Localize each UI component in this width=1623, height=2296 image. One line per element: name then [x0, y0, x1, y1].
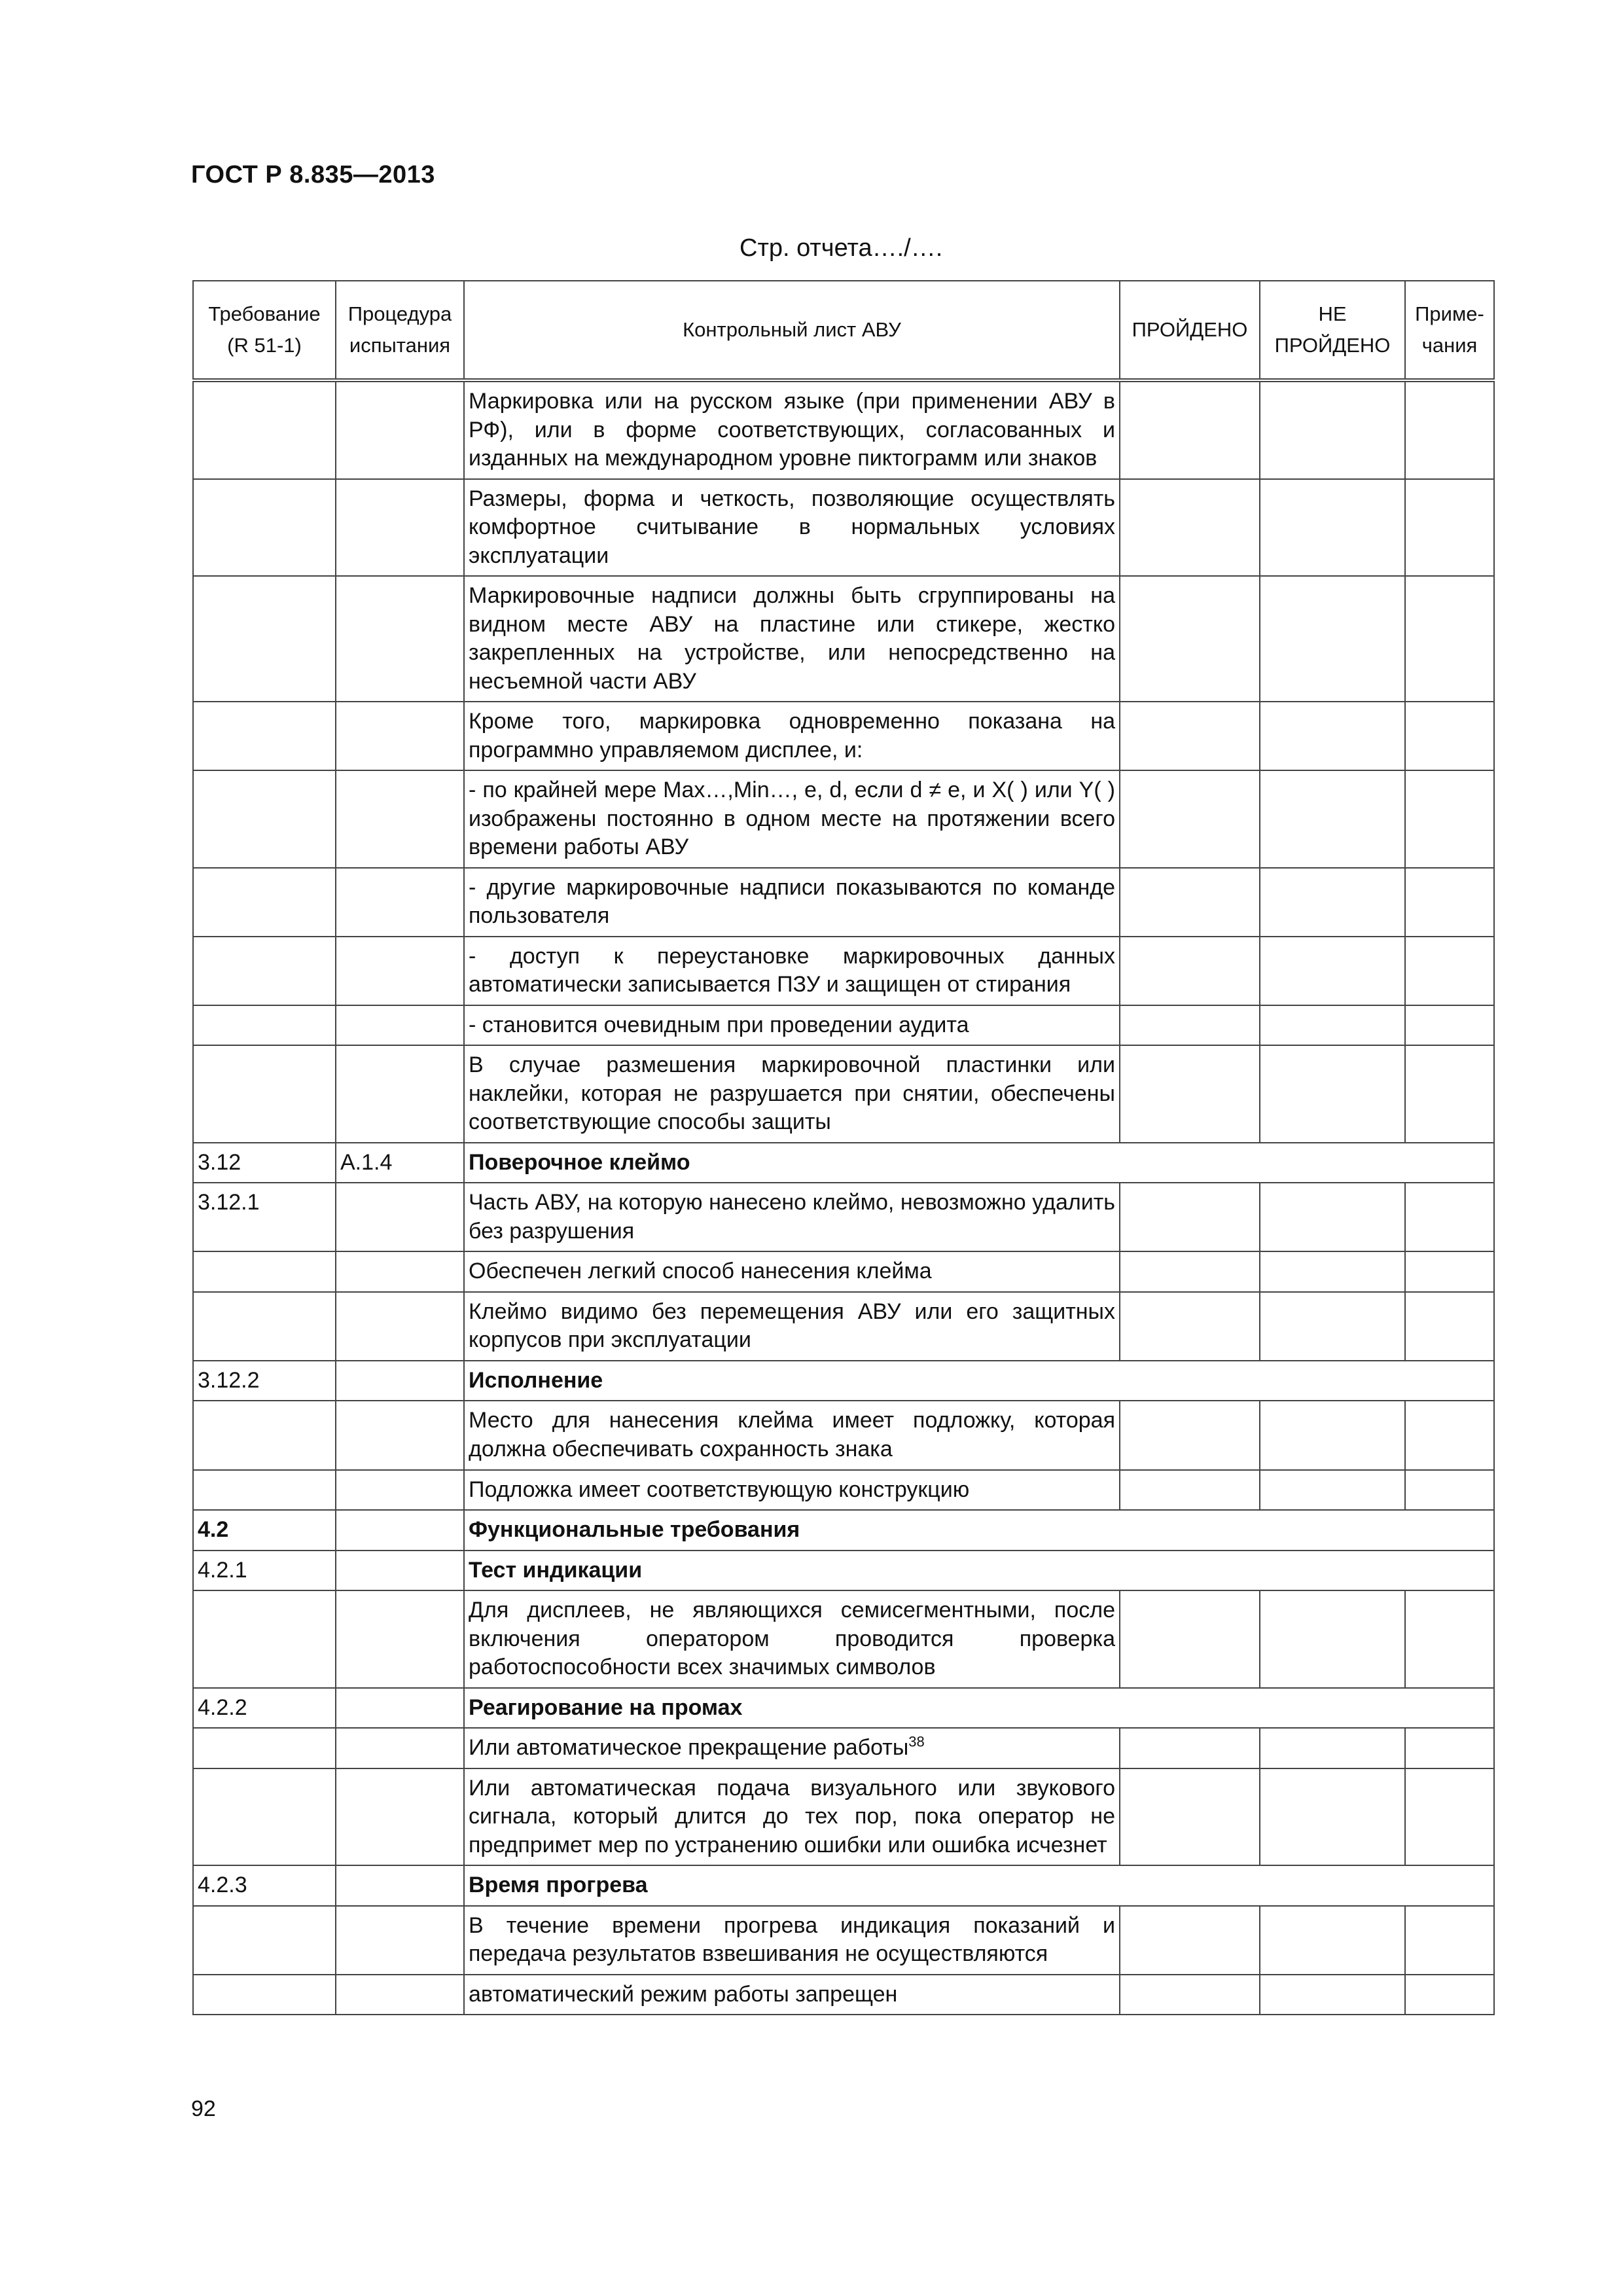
procedure-cell: [336, 479, 464, 577]
requirement-cell: 3.12: [193, 1143, 336, 1183]
passed-cell[interactable]: [1120, 770, 1260, 868]
table-row: [193, 868, 1494, 937]
page-number: 92: [191, 2096, 216, 2121]
checklist-item-text: [464, 1728, 1120, 1768]
checklist-table: [192, 280, 1495, 2015]
checklist-item-text: [464, 1906, 1120, 1975]
checklist-item-label: Или автоматическое прекращение работы: [469, 1735, 909, 1761]
requirement-cell: 3.12.1: [193, 1183, 336, 1251]
failed-cell[interactable]: [1260, 1470, 1405, 1511]
checklist-item-text: [464, 1470, 1120, 1511]
table-row: [193, 1865, 1494, 1906]
requirement-cell: [193, 937, 336, 1005]
header-checklist: Контрольный лист АВУ: [464, 281, 1120, 380]
requirement-cell: [193, 1045, 336, 1143]
failed-cell[interactable]: [1260, 868, 1405, 937]
passed-cell[interactable]: [1120, 1768, 1260, 1866]
passed-cell[interactable]: [1120, 1470, 1260, 1511]
footnote-marker: 38: [908, 1733, 925, 1750]
passed-cell[interactable]: [1120, 1906, 1260, 1975]
checklist-item-text: [464, 576, 1120, 702]
checklist-item-label: - по крайней мере Max…,Min…, e, d, если d ≠ e, и X( ) или Y( ) изображены постоянно в одном месте на протяжении всего времени работы АВУ: [469, 778, 1115, 860]
notes-cell[interactable]: [1405, 702, 1494, 770]
requirement-cell: [193, 479, 336, 577]
table-row: [193, 1470, 1494, 1511]
checklist-item-label: В течение времени прогрева индикация показаний и передача результатов взвешивания не осуществляются: [469, 1912, 1115, 1967]
checklist-item-label: Место для нанесения клейма имеет подложку, которая должна обеспечивать сохранность знака: [469, 1408, 1115, 1462]
table-row: [193, 1688, 1494, 1729]
table-row: [193, 479, 1494, 577]
failed-cell[interactable]: [1260, 702, 1405, 770]
requirement-cell: 4.2.3: [193, 1865, 336, 1906]
requirement-cell: [193, 1470, 336, 1511]
passed-cell[interactable]: [1120, 380, 1260, 479]
failed-cell[interactable]: [1260, 380, 1405, 479]
procedure-cell: [336, 1551, 464, 1591]
section-heading: Реагирование на промах: [464, 1688, 1494, 1729]
failed-cell[interactable]: [1260, 1590, 1405, 1688]
checklist-item-label: Для дисплеев, не являющихся семисегментными, после включения оператором проводится проверка работоспособности всех значимых символов: [469, 1598, 1115, 1680]
table-row: [193, 1906, 1494, 1975]
document-code: ГОСТ Р 8.835—2013: [191, 161, 435, 188]
procedure-cell: [336, 1728, 464, 1768]
passed-cell[interactable]: [1120, 1005, 1260, 1046]
passed-cell[interactable]: [1120, 868, 1260, 937]
procedure-cell: [336, 1975, 464, 2015]
checklist-item-label: - доступ к переустановке маркировочных данных автоматически записывается ПЗУ и защищен от стирания: [469, 943, 1115, 997]
procedure-cell: [336, 1768, 464, 1866]
failed-cell[interactable]: [1260, 1768, 1405, 1866]
procedure-cell: [336, 1251, 464, 1292]
passed-cell[interactable]: [1120, 1251, 1260, 1292]
passed-cell[interactable]: [1120, 1183, 1260, 1251]
table-row: [193, 1361, 1494, 1401]
failed-cell[interactable]: [1260, 1728, 1405, 1768]
notes-cell[interactable]: [1405, 576, 1494, 702]
procedure-cell: [336, 1005, 464, 1046]
checklist-item-text: [464, 1975, 1120, 2015]
table-row: [193, 1401, 1494, 1469]
table-row: [193, 1045, 1494, 1143]
table-row: [193, 702, 1494, 770]
checklist-item-text: [464, 1045, 1120, 1143]
checklist-item-label: Размеры, форма и четкость, позволяющие осуществлять комфортное считывание в нормальных условиях эксплуатации: [469, 486, 1115, 568]
section-heading: Поверочное клеймо: [464, 1143, 1494, 1183]
procedure-cell: [336, 1361, 464, 1401]
checklist-item-text: [464, 479, 1120, 577]
procedure-cell: [336, 1292, 464, 1361]
notes-cell[interactable]: [1405, 1251, 1494, 1292]
procedure-cell: [336, 1045, 464, 1143]
passed-cell[interactable]: [1120, 479, 1260, 577]
requirement-cell: [193, 576, 336, 702]
checklist-item-text: [464, 1292, 1120, 1361]
checklist-item-label: Обеспечен легкий способ нанесения клейма: [469, 1259, 932, 1284]
section-heading: Функциональные требования: [464, 1510, 1494, 1551]
notes-cell[interactable]: [1405, 1590, 1494, 1688]
requirement-cell: [193, 380, 336, 479]
section-heading: Время прогрева: [464, 1865, 1494, 1906]
section-heading: Тест индикации: [464, 1551, 1494, 1591]
procedure-cell: [336, 1590, 464, 1688]
requirement-cell: [193, 1251, 336, 1292]
passed-cell[interactable]: [1120, 937, 1260, 1005]
requirement-cell: [193, 1401, 336, 1469]
notes-cell[interactable]: [1405, 1045, 1494, 1143]
procedure-cell: [336, 1183, 464, 1251]
table-row: [193, 937, 1494, 1005]
notes-cell[interactable]: [1405, 1768, 1494, 1866]
notes-cell[interactable]: [1405, 770, 1494, 868]
table-row: [193, 1551, 1494, 1591]
table-row: [193, 770, 1494, 868]
checklist-item-text: [464, 702, 1120, 770]
passed-cell[interactable]: [1120, 1292, 1260, 1361]
procedure-cell: [336, 576, 464, 702]
notes-cell[interactable]: [1405, 1728, 1494, 1768]
checklist-item-label: Кроме того, маркировка одновременно показана на программно управляемом дисплее, и:: [469, 709, 1115, 762]
checklist-item-label: Часть АВУ, на которую нанесено клеймо, невозможно удалить без разрушения: [469, 1190, 1115, 1244]
requirement-cell: [193, 1005, 336, 1046]
procedure-cell: [336, 1906, 464, 1975]
table-row: [193, 1728, 1494, 1768]
procedure-cell: A.1.4: [336, 1143, 464, 1183]
passed-cell[interactable]: [1120, 1045, 1260, 1143]
table-header-row: [193, 281, 1494, 380]
procedure-cell: [336, 1470, 464, 1511]
header-passed: ПРОЙДЕНО: [1120, 281, 1260, 380]
checklist-item-label: автоматический режим работы запрещен: [469, 1981, 898, 2007]
table-row: [193, 576, 1494, 702]
failed-cell[interactable]: [1260, 937, 1405, 1005]
failed-cell[interactable]: [1260, 1401, 1405, 1469]
failed-cell[interactable]: [1260, 479, 1405, 577]
notes-cell[interactable]: [1405, 1906, 1494, 1975]
section-heading: Исполнение: [464, 1361, 1494, 1401]
checklist-item-text: [464, 1768, 1120, 1866]
passed-cell[interactable]: [1120, 702, 1260, 770]
requirement-cell: 4.2: [193, 1510, 336, 1551]
checklist-item-text: [464, 1251, 1120, 1292]
notes-cell[interactable]: [1405, 1975, 1494, 2015]
requirement-cell: [193, 868, 336, 937]
table-row: [193, 1590, 1494, 1688]
checklist-item-label: - становится очевидным при проведении аудита: [469, 1012, 969, 1037]
checklist-item-text: [464, 380, 1120, 479]
requirement-cell: 3.12.2: [193, 1361, 336, 1401]
checklist-item-label: Маркировочные надписи должны быть сгруппированы на видном месте АВУ на пластине или стикере, жестко закрепленных на устройстве, или непосредственно на несъемной части АВУ: [469, 583, 1115, 694]
table-row: [193, 1510, 1494, 1551]
table-row: [193, 1183, 1494, 1251]
checklist-item-text: [464, 937, 1120, 1005]
failed-cell[interactable]: [1260, 576, 1405, 702]
checklist-item-label: Маркировка или на русском языке (при применении АВУ в РФ), или в форме соответствующих, согласованных и изданных на международном уровне пиктограмм или знаков: [469, 389, 1115, 471]
notes-cell[interactable]: [1405, 868, 1494, 937]
header-procedure: Процедура испытания: [336, 281, 464, 380]
checklist-item-label: - другие маркировочные надписи показываются по команде пользователя: [469, 874, 1115, 929]
checklist-item-text: [464, 868, 1120, 937]
passed-cell[interactable]: [1120, 1590, 1260, 1688]
passed-cell[interactable]: [1120, 1728, 1260, 1768]
failed-cell[interactable]: [1260, 1251, 1405, 1292]
checklist-item-label: В случае размешения маркировочной пластинки или наклейки, которая не разрушается при снятии, обеспечены соответствующие способы защиты: [469, 1052, 1115, 1135]
checklist-item-text: [464, 770, 1120, 868]
requirement-cell: [193, 770, 336, 868]
notes-cell[interactable]: [1405, 937, 1494, 1005]
requirement-cell: [193, 1292, 336, 1361]
table-row: [193, 380, 1494, 479]
report-page-reference: Стр. отчета…./….: [740, 234, 943, 262]
notes-cell[interactable]: [1405, 1183, 1494, 1251]
failed-cell[interactable]: [1260, 1183, 1405, 1251]
procedure-cell: [336, 1510, 464, 1551]
failed-cell[interactable]: [1260, 770, 1405, 868]
requirement-cell: [193, 1768, 336, 1866]
checklist-item-label: Или автоматическая подача визуального или звукового сигнала, который длится до тех пор, пока оператор не предпримет мер по устранению ошибки или ошибка исчезнет: [469, 1775, 1115, 1857]
checklist-item-label: Подложка имеет соответствующую конструкцию: [469, 1477, 970, 1502]
requirement-cell: 4.2.2: [193, 1688, 336, 1729]
requirement-cell: 4.2.1: [193, 1551, 336, 1591]
requirement-cell: [193, 1975, 336, 2015]
table-row: [193, 1005, 1494, 1046]
procedure-cell: [336, 1688, 464, 1729]
procedure-cell: [336, 770, 464, 868]
passed-cell[interactable]: [1120, 1975, 1260, 2015]
checklist-item-label: Клеймо видимо без перемещения АВУ или его защитных корпусов при эксплуатации: [469, 1299, 1115, 1353]
header-requirement: Требование (R 51-1): [193, 281, 336, 380]
table-row: [193, 1251, 1494, 1292]
table-row: [193, 1292, 1494, 1361]
passed-cell[interactable]: [1120, 576, 1260, 702]
notes-cell[interactable]: [1405, 1292, 1494, 1361]
table-row: [193, 1975, 1494, 2015]
checklist-item-text: [464, 1183, 1120, 1251]
checklist-item-text: [464, 1590, 1120, 1688]
table-row: [193, 1143, 1494, 1183]
notes-cell[interactable]: [1405, 380, 1494, 479]
procedure-cell: [336, 380, 464, 479]
procedure-cell: [336, 702, 464, 770]
failed-cell[interactable]: [1260, 1292, 1405, 1361]
requirement-cell: [193, 1590, 336, 1688]
requirement-cell: [193, 1728, 336, 1768]
procedure-cell: [336, 868, 464, 937]
checklist-item-text: [464, 1401, 1120, 1469]
notes-cell[interactable]: [1405, 1470, 1494, 1511]
checklist-item-text: [464, 1005, 1120, 1046]
procedure-cell: [336, 937, 464, 1005]
passed-cell[interactable]: [1120, 1401, 1260, 1469]
header-failed: НЕ ПРОЙДЕНО: [1260, 281, 1405, 380]
failed-cell[interactable]: [1260, 1906, 1405, 1975]
requirement-cell: [193, 702, 336, 770]
failed-cell[interactable]: [1260, 1045, 1405, 1143]
failed-cell[interactable]: [1260, 1005, 1405, 1046]
table-row: [193, 1768, 1494, 1866]
notes-cell[interactable]: [1405, 479, 1494, 577]
requirement-cell: [193, 1906, 336, 1975]
procedure-cell: [336, 1401, 464, 1469]
header-notes: Приме-чания: [1405, 281, 1494, 380]
table-body: [193, 380, 1494, 2015]
failed-cell[interactable]: [1260, 1975, 1405, 2015]
procedure-cell: [336, 1865, 464, 1906]
notes-cell[interactable]: [1405, 1005, 1494, 1046]
notes-cell[interactable]: [1405, 1401, 1494, 1469]
